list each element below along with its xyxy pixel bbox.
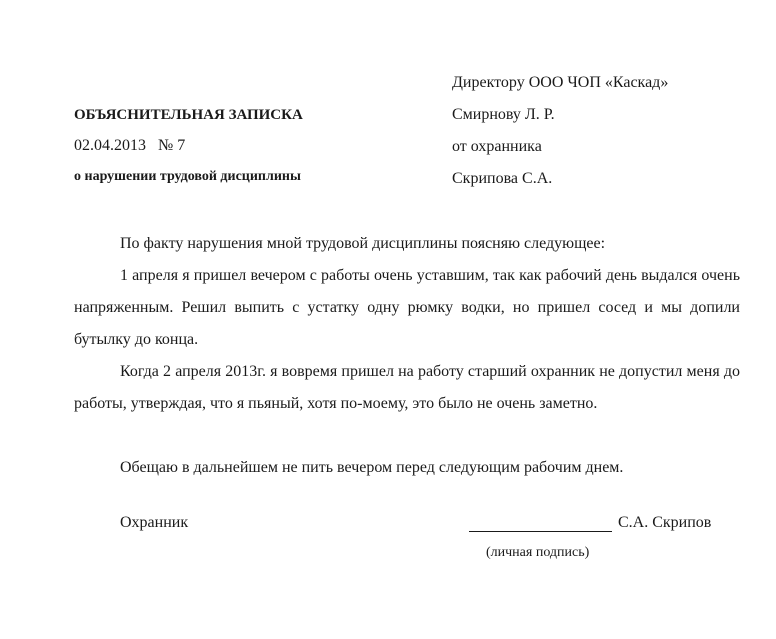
document-subject: о нарушении трудовой дисциплины	[74, 169, 301, 184]
signature-name: С.А. Скрипов	[618, 514, 712, 531]
addressee-line-2: Смирнову Л. Р.	[452, 106, 555, 123]
addressee-line-1: Директору ООО ЧОП «Каскад»	[452, 74, 669, 91]
signature-line	[469, 531, 612, 532]
body-paragraph-2: 1 апреля я пришел вечером с работы очень уставшим, так как рабочий день выдался очень напряженным. Решил выпить с устатку одну рюмку водки, но пришел сосед и мы допили бутылку до конца.	[74, 267, 740, 348]
addressee-line-3: от охранника	[452, 138, 542, 155]
document-title: ОБЪЯСНИТЕЛЬНАЯ ЗАПИСКА	[74, 107, 303, 123]
body-paragraph-4: Обещаю в дальнейшем не пить вечером перед следующим рабочим днем.	[120, 459, 624, 476]
signature-position: Охранник	[120, 514, 189, 531]
body-paragraph-3: Когда 2 апреля 2013г. я вовремя пришел на работу старший охранник не допустил меня до работы, утверждая, что я пьяный, хотя по-моему, это было не очень заметно.	[74, 363, 740, 412]
body-paragraph-1: По факту нарушения мной трудовой дисциплины поясняю следующее:	[120, 235, 606, 252]
document-date-number: 02.04.2013 № 7	[74, 137, 186, 154]
signature-caption: (личная подпись)	[486, 545, 590, 560]
addressee-line-4: Скрипова С.А.	[452, 170, 553, 187]
